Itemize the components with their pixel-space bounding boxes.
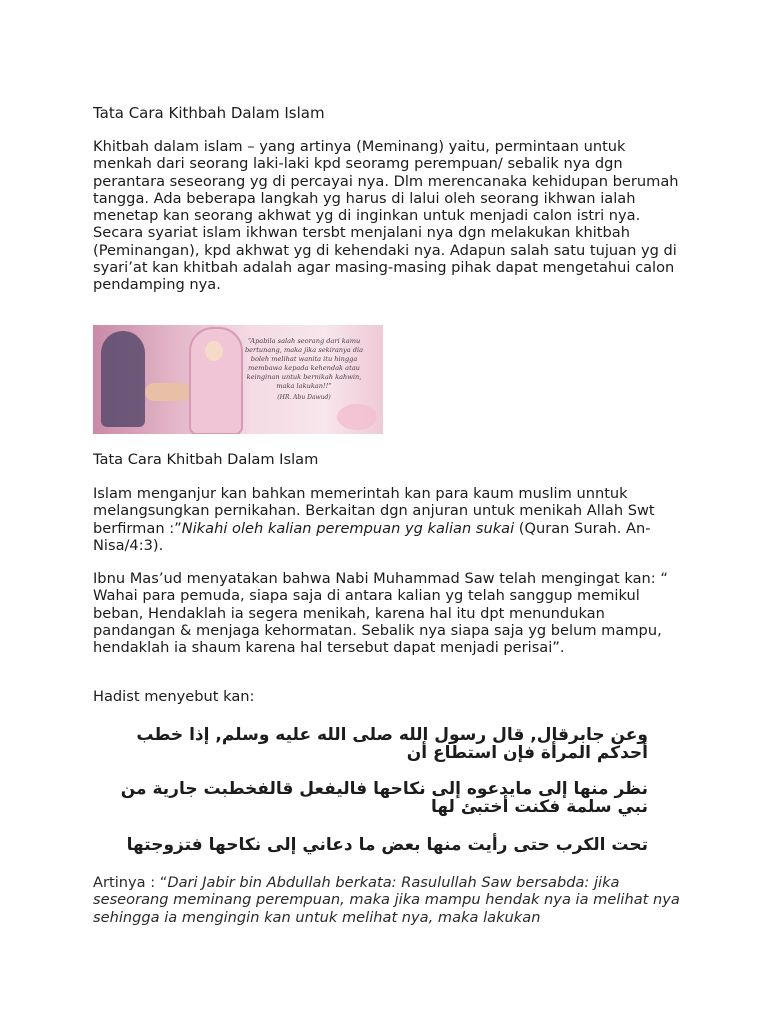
figure-flower [337,404,377,430]
translation-label: Artinya : “ [93,874,168,891]
image-quote-text: “Apabila salah seorang dari kamu bertunang, maka jika sekiranya dia boleh melihat wanita itu hingga membawa kepada kehendak atau keinginan untuk bernikah kahwin, maka lakukan!!” [244,337,364,390]
paragraph-3: Ibnu Mas’ud menyatakan bahwa Nabi Muhammad Saw telah mengingat kan: “ Wahai para pemuda, siapa saja di antara kalian yg telah sanggup memikul beban, Hendaklah ia segera menikah, karena hal itu dpt menundukan pandangan & menjaga kehormatan. Sebalik nya siapa saja yg belum mampu, hendaklah ia shaum karena hal tersebut dapat menjadi perisai”. [93,570,668,657]
paragraph-4: Hadist menyebut kan: [93,688,255,705]
image-quote-source: (HR. Abu Dawud) [277,394,331,401]
figure-hands [145,383,193,401]
paragraph-2-verse: Nikahi oleh kalian perempuan yg kalian sukai [181,519,515,537]
figure-face [205,341,223,361]
intro-paragraph: Khitbah dalam islam – yang artinya (Meminang) yaitu, permintaan untuk menkah dari seorang laki-laki kpd seoramg perempuan/ sebalik nya dgn perantara seseorang yg di percayai nya. Dlm merencanaka kehidupan berumah tangga. Ada beberapa langkah yg harus di lalui oleh seorang ikhwan ialah menetap kan seorang akhwat yg di inginkan untuk menjadi calon istri nya. Secara syariat islam ikhwan tersbt menjalani nya dgn melakukan khitbah (Peminangan), kpd akhwat yg di kehendaki nya. Adapun salah satu tujuan yg di syari’at kan khitbah adalah agar masing-masing pihak dapat mengetahui calon pendamping nya. [93,138,679,294]
page-title: Tata Cara Kithbah Dalam Islam [93,104,325,122]
arabic-line-3: تحت الكرب حتى رأيت منها بعض ما دعاني إلى نكاحها فتزوجتها [126,835,648,855]
image-quote [243,337,365,402]
translation-text: Dari Jabir bin Abdullah berkata: Rasulullah Saw bersabda: jika seseorang meminang perempuan, maka jika mampu hendak nya ia melihat nya sehingga ia mengingin kan untuk melihat nya, maka lakukan [93,874,680,926]
arabic-line-1: وعن جابرقال, قال رسول الله صلى الله عليه وسلم, إذا خطب أحدكم المرأة فإن استطاع أن [136,725,648,763]
paragraph-2-tail: (Quran Surah. An-Nisa/4:3). [93,519,651,554]
translation-paragraph [93,874,683,926]
figure-person-left [101,331,145,427]
section-subtitle: Tata Cara Khitbah Dalam Islam [93,451,319,468]
arabic-line-2: نظر منها إلى مايدعوه إلى نكاحها فاليفعل قالفخطبت جارية من نبي سلمة فكنت أختبئ لها [120,779,648,817]
paragraph-2 [93,485,683,554]
illustration-image [93,325,383,434]
paragraph-2-text: Islam menganjur kan bahkan memerintah kan para kaum muslim unntuk melangsungkan pernikahan. Berkaitan dgn anjuran untuk menikah Allah Swt berfirman :” [93,485,655,537]
